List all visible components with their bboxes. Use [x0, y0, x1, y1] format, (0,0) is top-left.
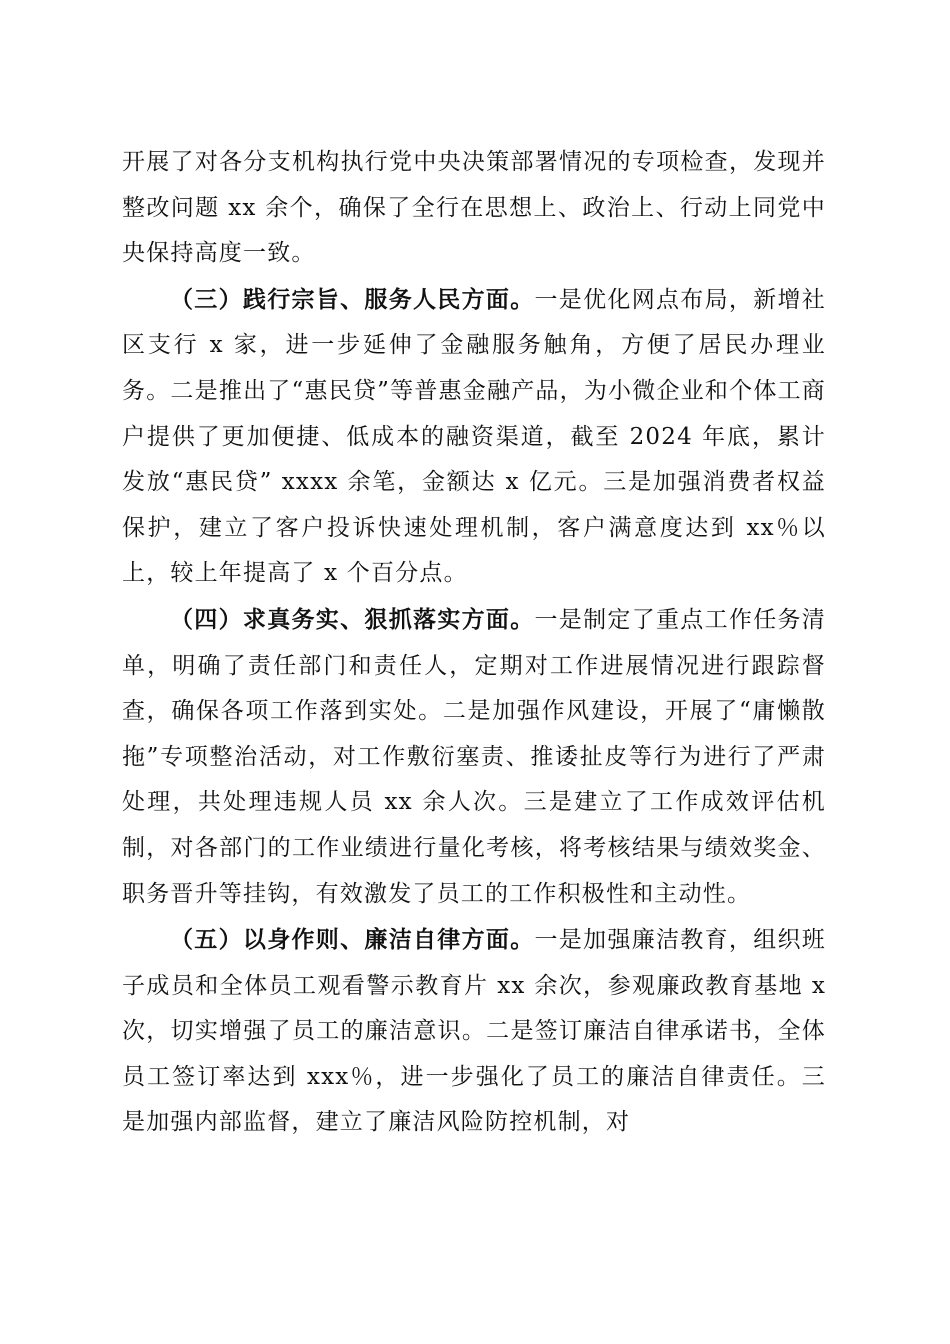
paragraph-text: 一是制定了重点工作任务清单，明确了责任部门和责任人，定期对工作进展情况进行跟踪督查，确保各项工作落到实处。二是加强作风建设，开展了“庸懒散拖”专项整治活动，对工作敷衍塞责、推诿扯皮等行为进行了严肃处理，共处理违规人员 xx 余人次。三是建立了工作成效评估机制，对各部门的工作业绩进行量化考核，将考核结果与绩效奖金、职务晋升等挂钩，有效激发了员工的工作积极性和主动性。 [122, 606, 826, 907]
paragraph-continuation [122, 140, 826, 277]
paragraph-text: 开展了对各分支机构执行党中央决策部署情况的专项检查，发现并整改问题 xx 余个，确保了全行在思想上、政治上、行动上同党中央保持高度一致。 [122, 149, 826, 267]
paragraph-section-5 [122, 917, 826, 1146]
document-body [122, 140, 826, 1146]
paragraph-text: 一是加强廉洁教育，组织班子成员和全体员工观看警示教育片 xx 余次，参观廉政教育基地 x 次，切实增强了员工的廉洁意识。二是签订廉洁自律承诺书，全体员工签订率达到 xxx％，进一步强化了员工的廉洁自律责任。三是加强内部监督，建立了廉洁风险防控机制，对 [122, 927, 826, 1136]
paragraph-section-4 [122, 597, 826, 917]
section-heading: （四）求真务实、狠抓落实方面。 [170, 605, 535, 633]
section-heading: （三）践行宗旨、服务人民方面。 [170, 285, 535, 313]
paragraph-text: 一是优化网点布局，新增社区支行 x 家，进一步延伸了金融服务触角，方便了居民办理业务。二是推出了“惠民贷”等普惠金融产品，为小微企业和个体工商户提供了更加便捷、低成本的融资渠道，截至 2024 年底，累计发放“惠民贷” xxxx 余笔，金额达 x 亿元。三是加强消费者权益保护，建立了客户投诉快速处理机制，客户满意度达到 xx％以上，较上年提高了 x 个百分点。 [122, 286, 826, 587]
section-heading: （五）以身作则、廉洁自律方面。 [170, 926, 535, 954]
paragraph-section-3 [122, 277, 826, 597]
